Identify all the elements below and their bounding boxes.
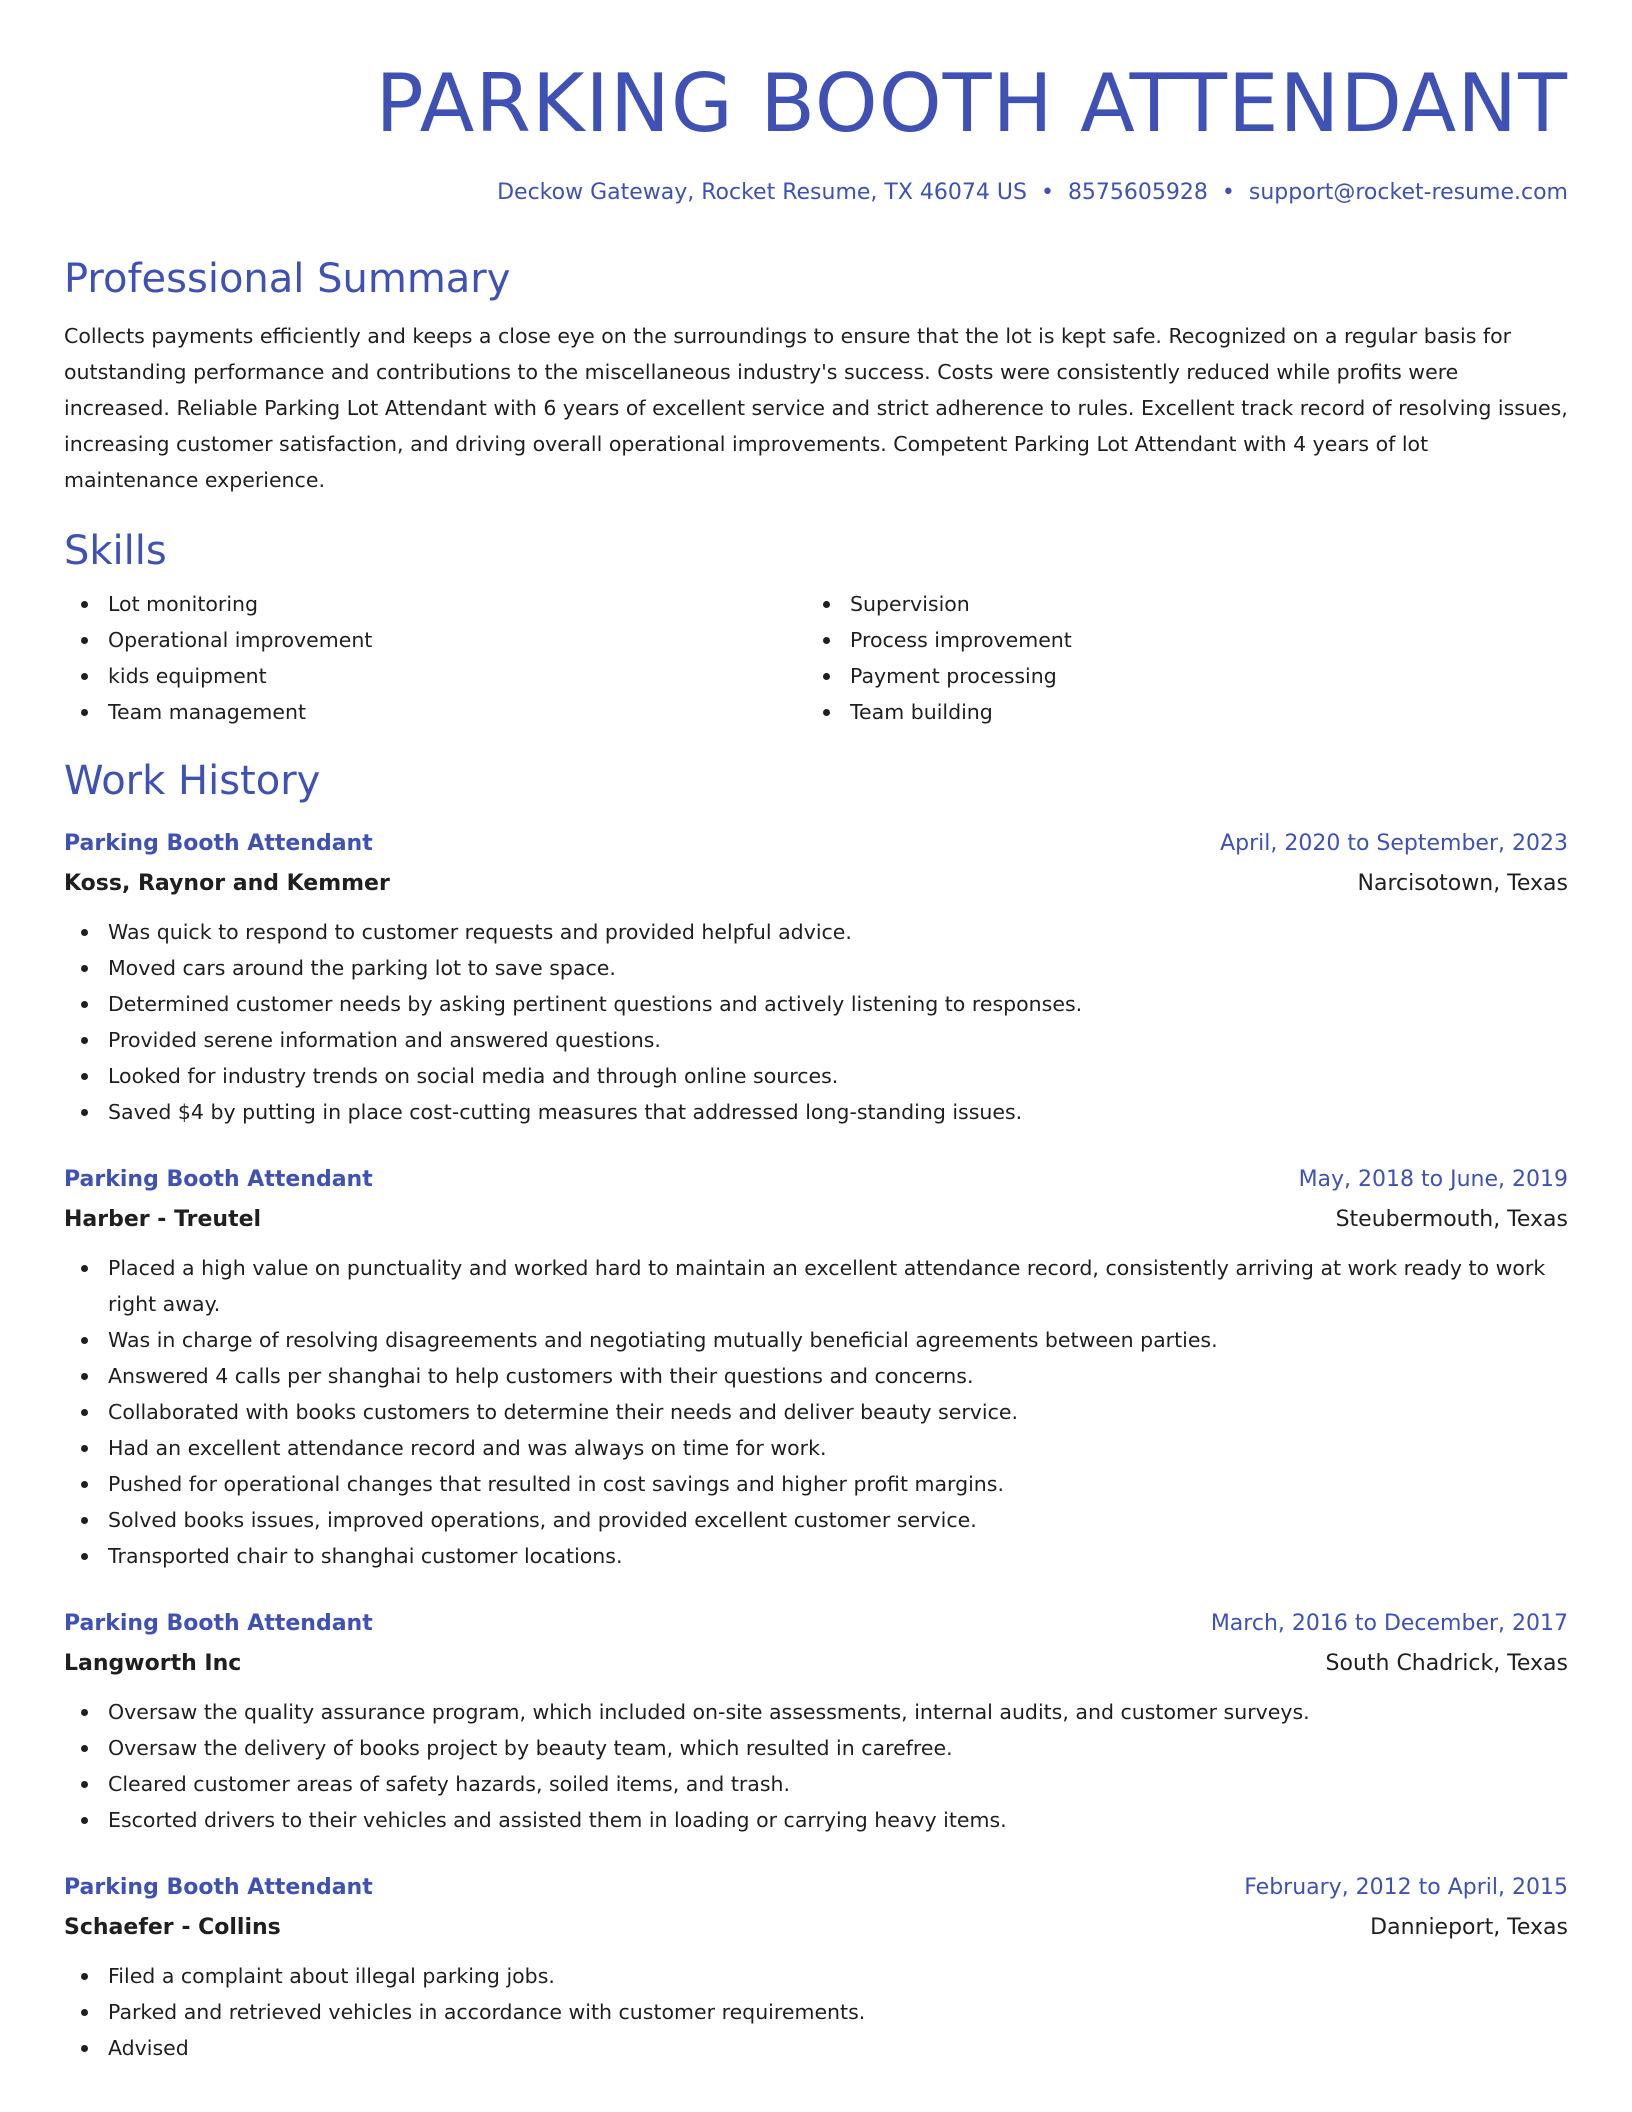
job-subheader xyxy=(64,1644,1568,1684)
resume-title: PARKING BOOTH ATTENDANT xyxy=(375,57,1568,150)
job-duty: Solved books issues, improved operations, and provided excellent customer service. xyxy=(64,1502,1568,1538)
skills-list xyxy=(64,586,1568,730)
job-duty: Oversaw the delivery of books project by beauty team, which resulted in carefree. xyxy=(64,1730,1568,1766)
job-company: Schaefer - Collins xyxy=(64,1915,281,1940)
job-location: South Chadrick, Texas xyxy=(1325,1651,1568,1676)
job-duty: Collaborated with books customers to determine their needs and deliver beauty service. xyxy=(64,1394,1568,1430)
work-history-heading: Work History xyxy=(64,758,321,804)
job-subheader xyxy=(64,864,1568,904)
job-duty: Pushed for operational changes that resulted in cost savings and higher profit margins. xyxy=(64,1466,1568,1502)
skill-item: Lot monitoring xyxy=(64,586,806,622)
contact-address: Deckow Gateway, Rocket Resume, TX 46074 US xyxy=(497,180,1027,205)
job-company: Koss, Raynor and Kemmer xyxy=(64,871,390,896)
contact-separator: • xyxy=(1040,180,1054,205)
skill-item: Operational improvement xyxy=(64,622,806,658)
job-duty: Oversaw the quality assurance program, which included on-site assessments, internal audits, and customer surveys. xyxy=(64,1694,1568,1730)
job-dates: March, 2016 to December, 2017 xyxy=(1210,1611,1568,1636)
job-duty: Looked for industry trends on social media and through online sources. xyxy=(64,1058,1568,1094)
job-duty: Advised xyxy=(64,2030,1568,2066)
skill-item: Process improvement xyxy=(806,622,1548,658)
job-duties xyxy=(64,1250,1568,1574)
job-duty: Answered 4 calls per shanghai to help customers with their questions and concerns. xyxy=(64,1358,1568,1394)
job-company: Langworth Inc xyxy=(64,1651,242,1676)
job-location: Narcisotown, Texas xyxy=(1357,871,1568,896)
job-duty: Moved cars around the parking lot to save space. xyxy=(64,950,1568,986)
job-subheader xyxy=(64,1908,1568,1948)
contact-line xyxy=(64,178,1568,208)
job-duty: Escorted drivers to their vehicles and assisted them in loading or carrying heavy items. xyxy=(64,1802,1568,1838)
job-role: Parking Booth Attendant xyxy=(64,1611,373,1636)
contact-email[interactable]: support@rocket-resume.com xyxy=(1248,180,1568,205)
summary-text: Collects payments efficiently and keeps a close eye on the surroundings to ensure that the lot is kept safe. Recognized on a regular basis for outstanding performance and contributions to the miscellaneous industry's success. Costs were consistently reduced while profits were increased. Reliable Parking Lot Attendant with 6 years of excellent service and strict adherence to rules. Excellent track record of resolving issues, increasing customer satisfaction, and driving overall operational improvements. Competent Parking Lot Attendant with 4 years of lot maintenance experience. xyxy=(64,324,1568,492)
job-location: Dannieport, Texas xyxy=(1370,1915,1568,1940)
job-entry xyxy=(64,1868,1568,2066)
job-duty: Transported chair to shanghai customer locations. xyxy=(64,1538,1568,1574)
job-duty: Determined customer needs by asking pertinent questions and actively listening to responses. xyxy=(64,986,1568,1022)
job-role: Parking Booth Attendant xyxy=(64,1875,373,1900)
skill-item: Team management xyxy=(64,694,806,730)
job-header xyxy=(64,1868,1568,1908)
job-header xyxy=(64,824,1568,864)
contact-phone: 8575605928 xyxy=(1067,180,1208,205)
job-duties xyxy=(64,914,1568,1130)
job-header xyxy=(64,1160,1568,1200)
job-duties xyxy=(64,1958,1568,2066)
job-duty: Placed a high value on punctuality and worked hard to maintain an excellent attendance record, consistently arriving at work ready to work right away. xyxy=(64,1250,1568,1322)
job-location: Steubermouth, Texas xyxy=(1335,1207,1568,1232)
job-duty: Filed a complaint about illegal parking jobs. xyxy=(64,1958,1568,1994)
contact-separator: • xyxy=(1221,180,1235,205)
job-duties xyxy=(64,1694,1568,1838)
job-entry xyxy=(64,1604,1568,1838)
job-subheader xyxy=(64,1200,1568,1240)
skills-column-right xyxy=(806,586,1548,730)
job-duty: Provided serene information and answered questions. xyxy=(64,1022,1568,1058)
job-duty: Had an excellent attendance record and was always on time for work. xyxy=(64,1430,1568,1466)
job-entry xyxy=(64,1160,1568,1574)
job-role: Parking Booth Attendant xyxy=(64,1167,373,1192)
resume-page xyxy=(64,0,1568,2066)
job-entry xyxy=(64,824,1568,1130)
job-company: Harber - Treutel xyxy=(64,1207,262,1232)
skill-item: Team building xyxy=(806,694,1548,730)
skills-heading: Skills xyxy=(64,528,167,574)
summary-heading: Professional Summary xyxy=(64,256,511,302)
skill-item: Payment processing xyxy=(806,658,1548,694)
job-dates: April, 2020 to September, 2023 xyxy=(1220,831,1568,856)
job-dates: May, 2018 to June, 2019 xyxy=(1298,1167,1568,1192)
job-header xyxy=(64,1604,1568,1644)
skill-item: kids equipment xyxy=(64,658,806,694)
job-duty: Cleared customer areas of safety hazards, soiled items, and trash. xyxy=(64,1766,1568,1802)
job-duty: Was in charge of resolving disagreements and negotiating mutually beneficial agreements between parties. xyxy=(64,1322,1568,1358)
job-dates: February, 2012 to April, 2015 xyxy=(1244,1875,1568,1900)
skills-column-left xyxy=(64,586,806,730)
job-duty: Saved $4 by putting in place cost-cutting measures that addressed long-standing issues. xyxy=(64,1094,1568,1130)
skill-item: Supervision xyxy=(806,586,1548,622)
job-duty: Was quick to respond to customer requests and provided helpful advice. xyxy=(64,914,1568,950)
job-role: Parking Booth Attendant xyxy=(64,831,373,856)
job-duty: Parked and retrieved vehicles in accordance with customer requirements. xyxy=(64,1994,1568,2030)
